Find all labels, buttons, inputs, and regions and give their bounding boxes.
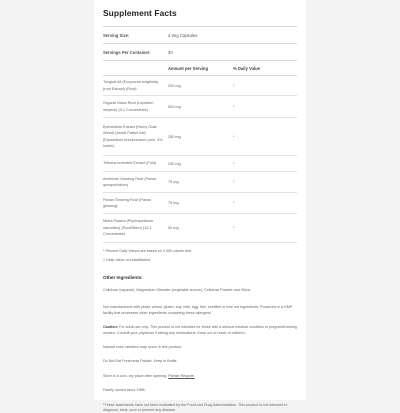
ingredient-name: Epimedium Extract (Horny Goat Weed) (Aerial Parts/Leaf) (Epimedium brevicornum) (min. 3% Icariin) — [103, 124, 163, 148]
supplement-facts-panel — [94, 0, 306, 413]
table-row — [103, 76, 297, 96]
ingredient-daily-value: * — [233, 201, 235, 205]
ingredient-name: Panax Ginseng Root (Panax ginseng) — [103, 197, 152, 208]
ingredient-amount: 250 mg — [168, 134, 181, 139]
servings-per-container-label: Servings Per Container: — [103, 49, 151, 55]
ingredient-amount: 75 mg — [168, 201, 179, 205]
table-row — [103, 118, 297, 156]
other-ingredients-text: Cellulose (capsule), Magnesium Stearate (vegetable source), Cellulose Powder and Silica. — [103, 288, 251, 292]
ingredient-daily-value: * — [233, 134, 235, 139]
allergen-statement: Not manufactured with yeast, wheat, gluten, soy, milk, egg, fish, shellfish or tree nut ingredients. Produced in a GMP facility that processes other ingredients containing these allergens. — [103, 305, 293, 315]
ingredient-daily-value: * — [233, 83, 235, 88]
ingredient-daily-value: * — [233, 104, 235, 109]
ingredient-amount: 500 mg — [168, 104, 181, 109]
table-row — [103, 193, 297, 214]
ingredient-name: Muira Puama (Ptychopetalum olacoides) (Root/Stem) (12:1 Concentrate) — [103, 219, 154, 237]
ingredient-daily-value: * — [233, 226, 235, 230]
panel-title: Supplement Facts — [103, 8, 177, 18]
ingredient-name: Organic Maca Root (Lepidium meyenii) (4:1 Concentrate) — [103, 101, 154, 112]
ingredient-daily-value: * — [233, 180, 235, 184]
caution-statement — [103, 325, 297, 336]
storage-note — [103, 374, 297, 379]
table-row — [103, 214, 297, 243]
storage-text: Store in a cool, dry place after opening. — [103, 373, 168, 378]
header-amount: Amount per Serving — [168, 65, 209, 71]
freshness-note: Do Not Eat Freshness Packet. Keep in Bottle. — [103, 359, 178, 364]
table-row — [103, 156, 297, 172]
other-ingredients-heading: Other Ingredients: — [103, 275, 143, 280]
table-row — [103, 172, 297, 193]
footnote-dv-not-established: † Daily Value not established. — [103, 258, 152, 262]
ingredient-name: Tongkat Ali (Eurycoma longifolia) (root Extract) (Root) — [103, 80, 159, 91]
ingredient-amount: 50 mg — [168, 226, 179, 230]
fda-disclaimer: *These statements have not been evaluated by the Food and Drug Administration. This product is not intended to diagnose, treat, cure or prevent any disease. — [103, 402, 288, 413]
recycle-link[interactable]: Please Recycle. — [168, 373, 195, 378]
color-variation-note: Natural color variation may occur in this product. — [103, 345, 182, 350]
ingredient-amount: 200 mg — [168, 83, 181, 88]
ingredient-name: American Ginseng Root (Panax quinquefolium) — [103, 176, 157, 187]
caution-text: For adult use only. This product is not intended for those with a serious medical condition or pregnant/nursing women. Consult your physician if taking any medications. Keep out of reach of children. — [103, 325, 297, 335]
serving-size-label: Serving Size: — [103, 32, 130, 38]
ingredient-amount: 75 mg — [168, 180, 179, 184]
ingredient-amount: 250 mg — [168, 161, 181, 166]
header-daily-value: % Daily Value — [233, 65, 260, 71]
servings-per-container-row — [103, 44, 297, 60]
caution-label: Caution: — [103, 325, 118, 330]
serving-size-value: 2 Veg Capsules — [168, 32, 198, 38]
ingredient-daily-value: * — [233, 161, 235, 166]
table-header — [103, 61, 297, 75]
serving-size-row — [103, 27, 297, 43]
table-row — [103, 96, 297, 118]
servings-per-container-value: 30 — [168, 49, 173, 55]
footnote-percent-dv: * Percent Daily Values are based on 2,000 calorie diet. — [103, 249, 193, 253]
family-owned-note: Family owned since 1968. — [103, 388, 146, 393]
ingredient-name: Tribulus terrestris Extract (Fruit) — [103, 161, 157, 166]
